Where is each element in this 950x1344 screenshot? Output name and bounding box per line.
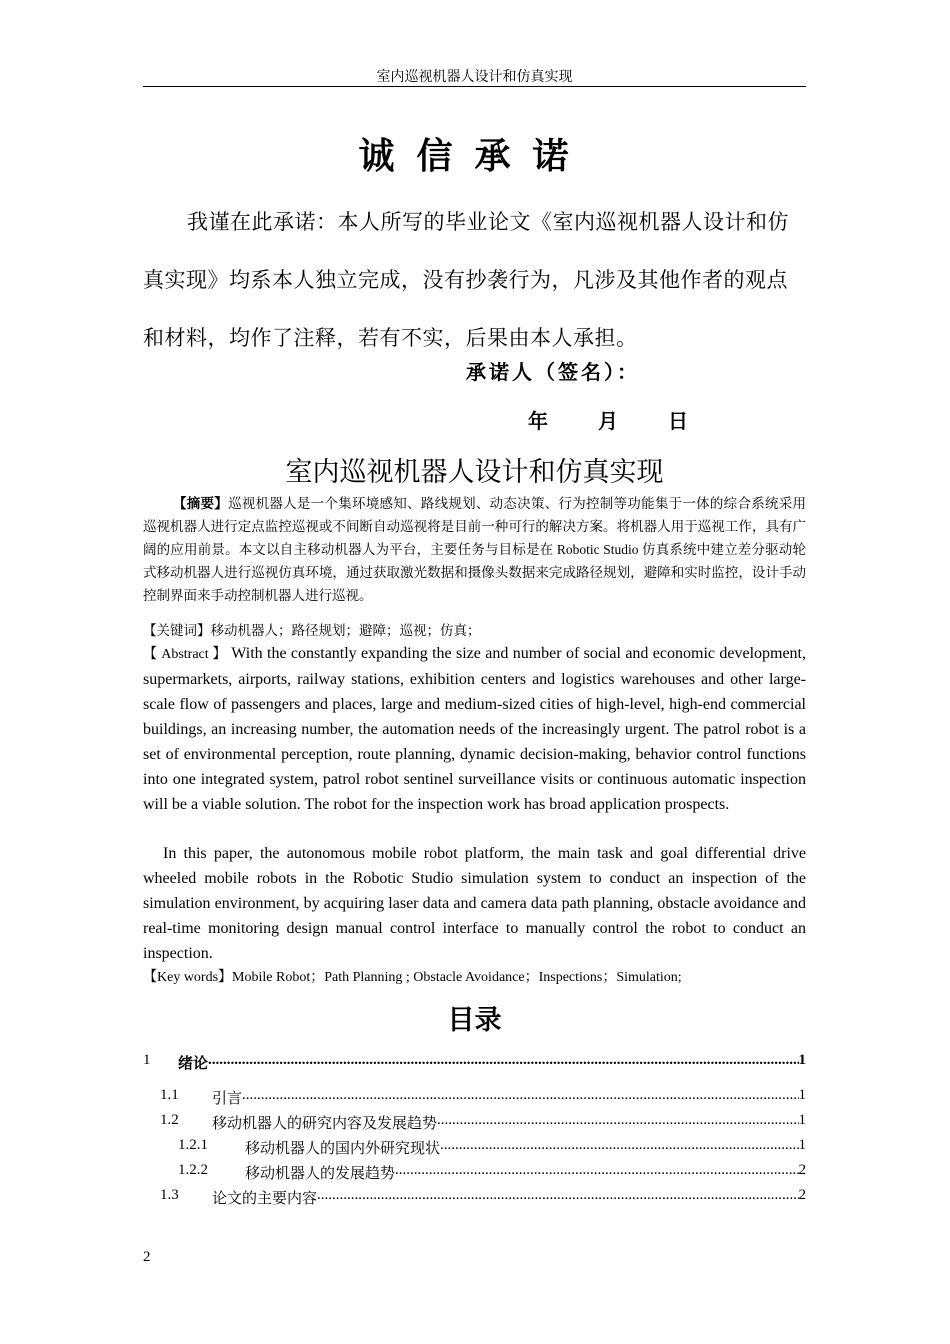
- toc-page: 2: [798, 1162, 806, 1178]
- pledge-body: 我谨在此承诺：本人所写的毕业论文《室内巡视机器人设计和仿真实现》均系本人独立完成，没有抄袭行为，凡涉及其他作者的观点和材料，均作了注释，若有不实，后果由本人承担。: [143, 210, 789, 350]
- toc-page: 1: [798, 1112, 806, 1128]
- toc-num: 1: [143, 1052, 151, 1068]
- toc-entry[interactable]: [143, 1052, 806, 1073]
- page-number: 2: [143, 1249, 151, 1265]
- toc-page: 2: [798, 1187, 806, 1203]
- keywords-en-label: 【Key words】: [143, 970, 233, 985]
- toc-entry[interactable]: [143, 1137, 806, 1158]
- abstract-cn-text: 巡视机器人是一个集环境感知、路线规划、动态决策、行为控制等功能集于一体的综合系统采用巡视机器人进行定点监控巡视或不间断自动巡视将是目前一种可行的解决方案。将机器人用于巡视工作，具有广阔的应用前景。本文以自主移动机器人为平台，主要任务与目标是在 Robotic Studio 仿真系统中建立差分驱动轮式移动机器人进行巡视仿真环境，通过获取激光数据和摄像头数据来完成路径规划，避障和实时监控，设计手动控制界面来手动控制机器人进行巡视。: [143, 496, 807, 603]
- keywords-en: [143, 966, 806, 986]
- toc-page: 1: [798, 1052, 806, 1068]
- toc-title-text: 论文的主要内容: [212, 1191, 318, 1207]
- abstract-cn: [143, 492, 806, 607]
- paper-title: 室内巡视机器人设计和仿真实现: [285, 457, 664, 487]
- abstract-cn-label: 【摘要】: [173, 496, 229, 511]
- toc-num: 1.2.1: [178, 1137, 208, 1153]
- toc-title-text: 移动机器人的研究内容及发展趋势: [212, 1116, 438, 1132]
- toc-entry[interactable]: [143, 1087, 806, 1108]
- keywords-en-text: Mobile Robot；Path Planning ; Obstacle Avoidance；Inspections；Simulation;: [232, 970, 682, 985]
- toc-title-text: 引言: [212, 1091, 243, 1107]
- toc-entry[interactable]: [143, 1162, 806, 1183]
- abstract-en-label: 【 Abstract 】: [143, 647, 227, 662]
- toc-entry[interactable]: [143, 1187, 806, 1208]
- date-line: [528, 405, 688, 434]
- month-label: 月: [598, 411, 618, 433]
- toc-title: 目录: [447, 1005, 502, 1035]
- toc-num: 1.2: [160, 1112, 179, 1128]
- year-label: 年: [528, 411, 548, 433]
- pledge-title: 诚信承诺: [358, 136, 591, 176]
- abstract-en-p2: In this paper, the autonomous mobile robot platform, the main task and goal differential drive wheeled mobile robots in the Robotic Studio simulation system to conduct an inspection of the simulation environment, by acquiring laser data and camera data path planning, obstacle avoidance and real-time monitoring design manual control interface to manually control the robot to conduct an inspection.: [143, 845, 806, 962]
- keywords-cn-label: 【关键词】: [143, 623, 211, 638]
- toc-num: 1.3: [160, 1187, 179, 1203]
- toc-title-text: 移动机器人的国内外研究现状: [245, 1141, 441, 1157]
- keywords-cn-text: 移动机器人；路径规划；避障；巡视；仿真；: [210, 623, 481, 638]
- toc-num: 1.2.2: [178, 1162, 208, 1178]
- signer-label: 承诺人（签名）：: [466, 362, 640, 384]
- abstract-en-p1: With the constantly expanding the size and number of social and economic development, supermarkets, airports, railway stations, exhibition centers and logistics warehouses and other large-scale flow of passengers and places, large and medium-sized cities of high-level, high-end commercial buildings, an increasing number, the automation needs of the increasingly urgent. The patrol robot is a set of environmental perception, route planning, dynamic decision-making, behavior control functions into one integrated system, patrol robot sentinel surveillance visits or continuous automatic inspection will be a viable solution. The robot for the inspection work has broad application prospects.: [143, 645, 807, 813]
- day-label: 日: [668, 411, 688, 433]
- abstract-en: [143, 641, 806, 817]
- toc-title-text: 移动机器人的发展趋势: [245, 1166, 396, 1182]
- keywords-cn: [143, 619, 806, 639]
- toc-title-text: 绪论: [178, 1056, 209, 1072]
- toc-page: 1: [798, 1137, 806, 1153]
- toc-entry[interactable]: [143, 1112, 806, 1133]
- running-header: 室内巡视机器人设计和仿真实现: [143, 66, 806, 87]
- toc-num: 1.1: [160, 1087, 179, 1103]
- toc-page: 1: [798, 1087, 806, 1103]
